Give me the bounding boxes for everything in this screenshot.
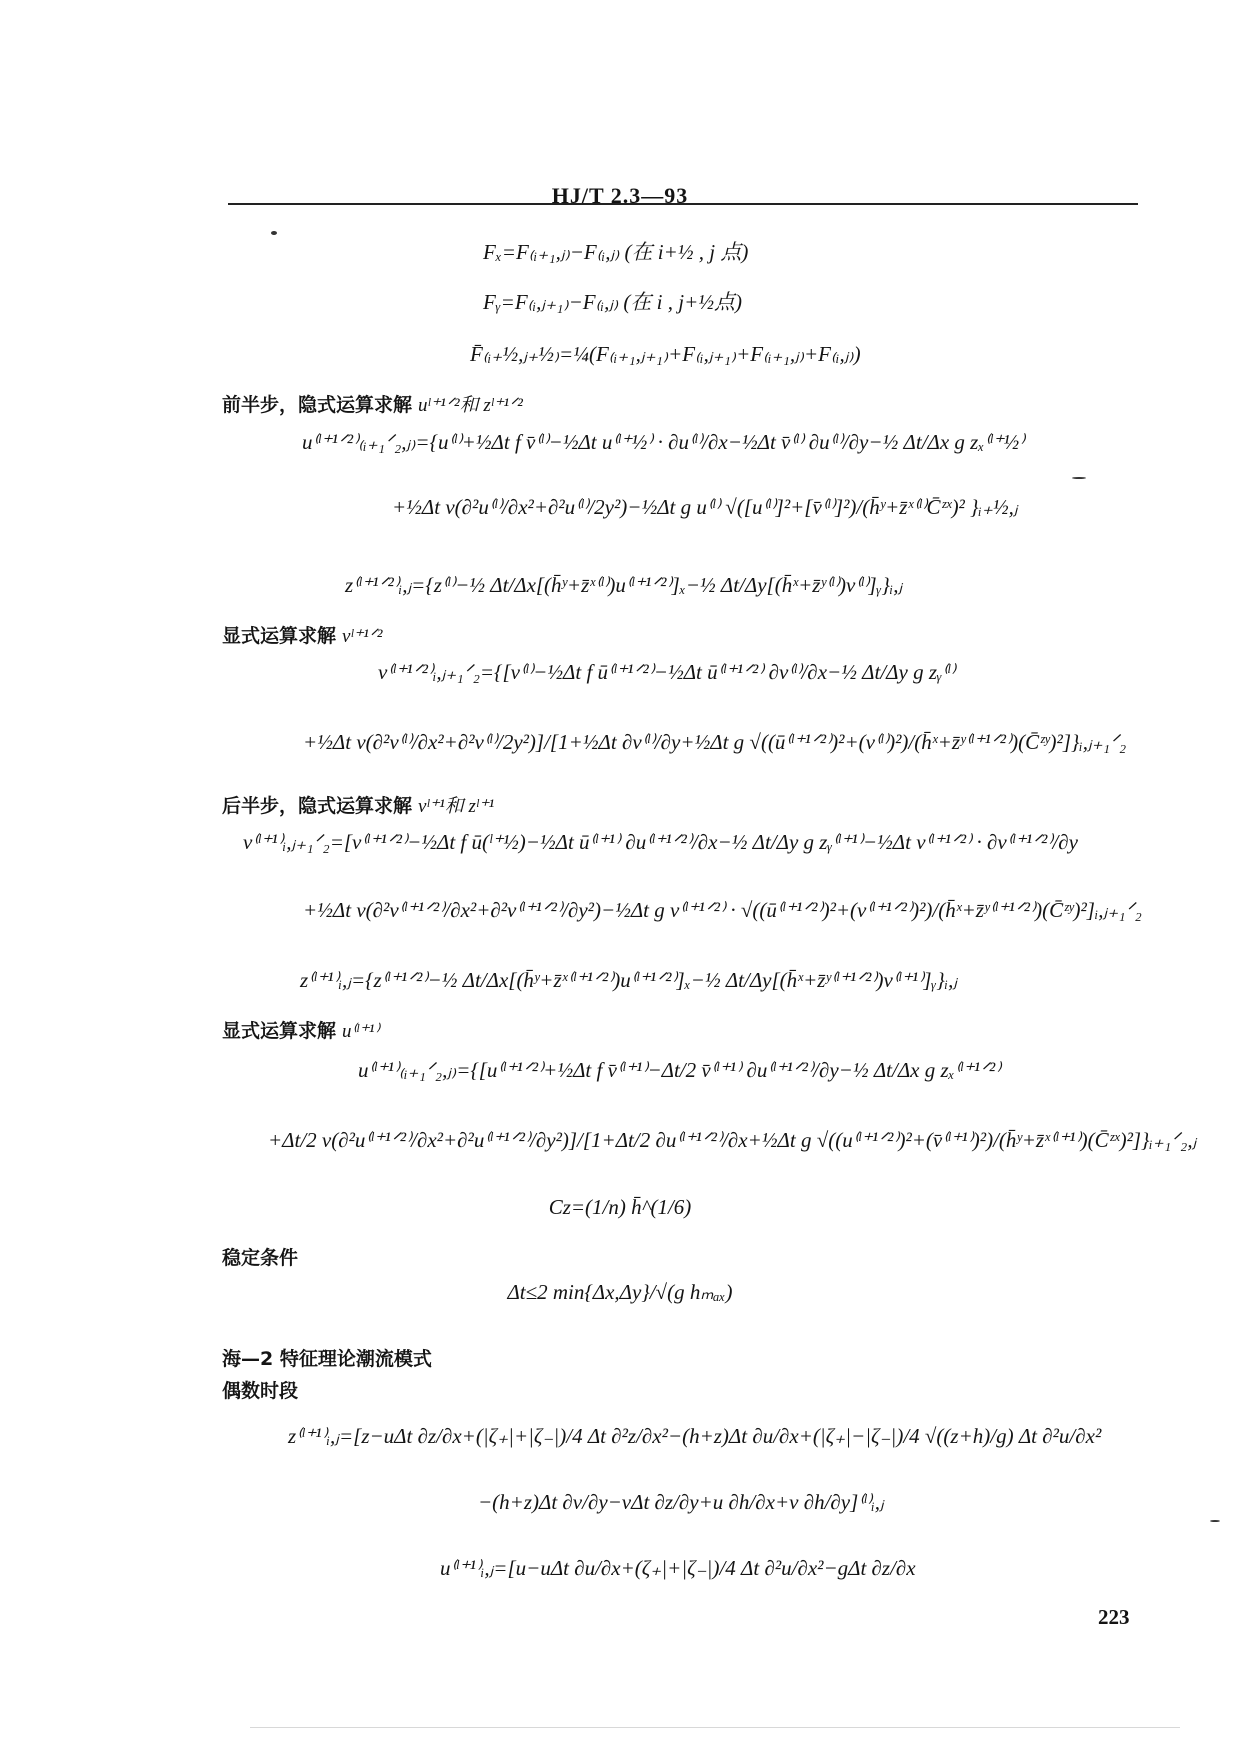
equation-z-half: z⁽ˡ⁺¹ᐟ²⁾ᵢ,ⱼ={z⁽ˡ⁾−½ Δt/Δx[(h̄ʸ+z̄ˣ⁽ˡ⁾)u⁽ˡ⁺¹ᐟ²⁾]ₓ−½ Δt/Δy[(h̄ˣ+z̄ʸ⁽ˡ⁾)v⁽ˡ⁾]ᵧ}ᵢ,ⱼ bbox=[345, 573, 903, 597]
section-title: 海—2 特征理论潮流模式 bbox=[222, 1348, 432, 1370]
equation-z-full: z⁽ˡ⁺¹⁾ᵢ,ⱼ={z⁽ˡ⁺¹ᐟ²⁾−½ Δt/Δx[(h̄ʸ+z̄ˣ⁽ˡ⁺¹ᐟ²⁾)u⁽ˡ⁺¹ᐟ²⁾]ₓ−½ Δt/Δy[(h̄ˣ+z̄ʸ⁽ˡ⁺¹ᐟ²⁾)v⁽ˡ⁺¹⁾]ᵧ}ᵢ,ⱼ bbox=[300, 968, 958, 992]
equation-v-half-1: v⁽ˡ⁺¹ᐟ²⁾ᵢ,ⱼ₊₁ᐟ₂={[v⁽ˡ⁾−½Δt f ū⁽ˡ⁺¹ᐟ²⁾−½Δt ū⁽ˡ⁺¹ᐟ²⁾ ∂v⁽ˡ⁾/∂x−½ Δt/Δy g zᵧ⁽ˡ⁾ bbox=[378, 660, 956, 684]
standard-code-header: HJ/T 2.3—93 bbox=[551, 183, 689, 208]
page-number: 223 bbox=[1098, 1605, 1130, 1629]
equation-u-full-1: u⁽ˡ⁺¹⁾₍ᵢ₊₁ᐟ₂,ⱼ₎={[u⁽ˡ⁺¹ᐟ²⁾+½Δt f v̄⁽ˡ⁺¹⁾−Δt/2 v̄⁽ˡ⁺¹⁾ ∂u⁽ˡ⁺¹ᐟ²⁾/∂y−½ Δt/Δx g zₓ⁽ˡ⁺¹ᐟ²⁾ bbox=[358, 1058, 1001, 1082]
explicit-v-text: 显式运算求解 bbox=[222, 625, 337, 647]
back-half-math: vˡ⁺¹和 zˡ⁺¹ bbox=[418, 796, 495, 817]
front-half-label bbox=[222, 390, 523, 417]
stability-title: 稳定条件 bbox=[222, 1247, 299, 1269]
scan-speck bbox=[1210, 1520, 1220, 1522]
equation-v-full-1: v⁽ˡ⁺¹⁾ᵢ,ⱼ₊₁ᐟ₂=[v⁽ˡ⁺¹ᐟ²⁾−½Δt f ū(ˡ⁺½)−½Δt ū⁽ˡ⁺¹⁾ ∂u⁽ˡ⁺¹ᐟ²⁾/∂x−½ Δt/Δy g zᵧ⁽ˡ⁺¹⁾−½Δt ν⁽ˡ⁺¹ᐟ²⁾ · ∂v⁽ˡ⁺¹ᐟ²⁾/∂y bbox=[243, 830, 1078, 854]
equation-fbar: F̄₍ᵢ₊½,ⱼ₊½₎=¼(F₍ᵢ₊₁,ⱼ₊₁₎+F₍ᵢ,ⱼ₊₁₎+F₍ᵢ₊₁,ⱼ₎+F₍ᵢ,ⱼ₎) bbox=[470, 342, 861, 366]
even-step-label: 偶数时段 bbox=[222, 1380, 299, 1402]
back-half-text: 后半步，隐式运算求解 bbox=[222, 795, 413, 817]
equation-fx: Fₓ=F₍ᵢ₊₁,ⱼ₎−F₍ᵢ,ⱼ₎ (在 i+½ , j 点) bbox=[483, 240, 749, 264]
explicit-u-text: 显式运算求解 bbox=[222, 1020, 337, 1042]
equation-fy: Fᵧ=F₍ᵢ,ⱼ₊₁₎−F₍ᵢ,ⱼ₎ (在 i , j+½点) bbox=[483, 290, 742, 314]
equation-z-even-1: z⁽ˡ⁺¹⁾ᵢ,ⱼ=[z−uΔt ∂z/∂x+(|ζ₊|+|ζ₋|)/4 Δt ∂²z/∂x²−(h+z)Δt ∂u/∂x+(|ζ₊|−|ζ₋|)/4 √((z+h)/g) Δt ∂²u/∂x² bbox=[288, 1424, 1102, 1448]
equation-stability: Δt≤2 min{Δx,Δy}/√(g hₘₐₓ) bbox=[507, 1280, 733, 1304]
explicit-v-label bbox=[222, 621, 383, 648]
scan-speck bbox=[1072, 477, 1086, 479]
equation-cz: Cz=(1/n) h̄^(1/6) bbox=[548, 1195, 692, 1219]
front-half-text: 前半步，隐式运算求解 bbox=[222, 394, 413, 416]
equation-u-even-1: u⁽ˡ⁺¹⁾ᵢ,ⱼ=[u−uΔt ∂u/∂x+(ζ₊|+|ζ₋|)/4 Δt ∂²u/∂x²−gΔt ∂z/∂x bbox=[440, 1556, 916, 1580]
back-half-label bbox=[222, 791, 494, 818]
scan-edge-line bbox=[250, 1727, 1180, 1728]
equation-u-half-2: +½Δt ν(∂²u⁽ˡ⁾/∂x²+∂²u⁽ˡ⁾/2y²)−½Δt g u⁽ˡ⁾ √([u⁽ˡ⁾]²+[v̄⁽ˡ⁾]²)/(h̄ʸ+z̄ˣ⁽ˡ⁾C̄ᶻˣ)² }ᵢ₊½,ⱼ bbox=[392, 495, 1018, 519]
equation-u-full-2: +Δt/2 ν(∂²u⁽ˡ⁺¹ᐟ²⁾/∂x²+∂²u⁽ˡ⁺¹ᐟ²⁾/∂y²)]/[1+Δt/2 ∂u⁽ˡ⁺¹ᐟ²⁾/∂x+½Δt g √((u⁽ˡ⁺¹ᐟ²⁾)²+(v̄⁽ˡ⁺¹⁾)²)/(h̄ʸ+z̄ˣ⁽ˡ⁺¹⁾)(C̄ᶻˣ)²]}ᵢ₊₁ᐟ₂,ⱼ bbox=[268, 1128, 1197, 1152]
header-rule bbox=[228, 203, 1138, 205]
explicit-u-math: u⁽ˡ⁺¹⁾ bbox=[342, 1021, 380, 1042]
equation-v-full-2: +½Δt ν(∂²v⁽ˡ⁺¹ᐟ²⁾/∂x²+∂²v⁽ˡ⁺¹ᐟ²⁾/∂y²)−½Δt g v⁽ˡ⁺¹ᐟ²⁾ · √((ū⁽ˡ⁺¹ᐟ²⁾)²+(v⁽ˡ⁺¹ᐟ²⁾)²)/(h̄ˣ+z̄ʸ⁽ˡ⁺¹ᐟ²⁾)(C̄ᶻʸ)²]ᵢ,ⱼ₊₁ᐟ₂ bbox=[303, 898, 1142, 922]
equation-z-even-2: −(h+z)Δt ∂v/∂y−vΔt ∂z/∂y+u ∂h/∂x+v ∂h/∂y]⁽ˡ⁾ᵢ,ⱼ bbox=[478, 1490, 884, 1514]
equation-v-half-2: +½Δt ν(∂²v⁽ˡ⁾/∂x²+∂²v⁽ˡ⁾/2y²)]/[1+½Δt ∂v⁽ˡ⁾/∂y+½Δt g √((ū⁽ˡ⁺¹ᐟ²⁾)²+(v⁽ˡ⁾)²)/(h̄ˣ+z̄ʸ⁽ˡ⁺¹ᐟ²⁾)(C̄ᶻʸ)²]}ᵢ,ⱼ₊₁ᐟ₂ bbox=[303, 730, 1127, 754]
scan-speck bbox=[271, 231, 277, 235]
explicit-v-math: vˡ⁺¹ᐟ² bbox=[342, 626, 383, 647]
equation-u-half-1: u⁽ˡ⁺¹ᐟ²⁾₍ᵢ₊₁ᐟ₂,ⱼ₎={u⁽ˡ⁾+½Δt f v̄⁽ˡ⁾−½Δt u⁽ˡ⁺½⁾ · ∂u⁽ˡ⁾/∂x−½Δt v̄⁽ˡ⁾ ∂u⁽ˡ⁾/∂y−½ Δt/Δx g zₓ⁽ˡ⁺½⁾ bbox=[302, 430, 1025, 454]
front-half-math: uˡ⁺¹ᐟ²和 zˡ⁺¹ᐟ² bbox=[418, 395, 523, 416]
explicit-u-label bbox=[222, 1016, 379, 1043]
